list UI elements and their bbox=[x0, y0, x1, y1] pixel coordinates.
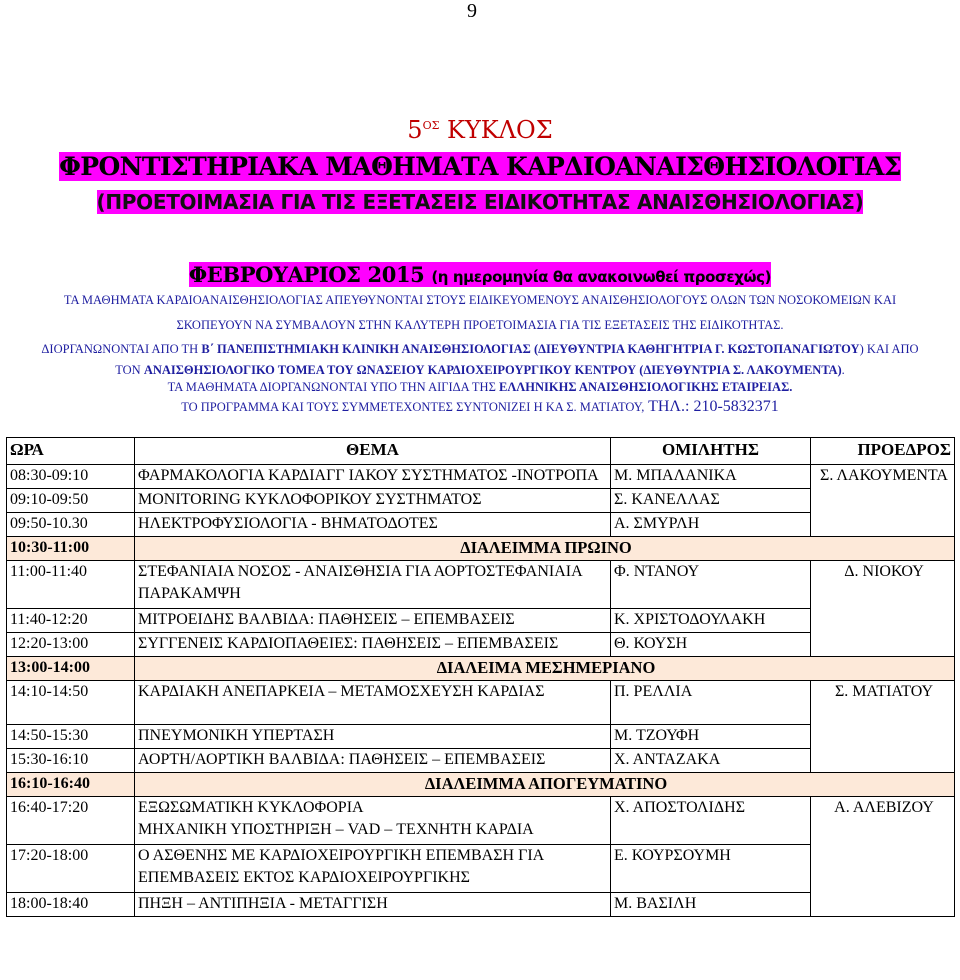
header-speaker: ΟΜΙΛΗΤΗΣ bbox=[611, 438, 811, 465]
main-title-text: ΦΡΟΝΤΙΣΤΗΡΙΑΚΑ ΜΑΘΗΜΑΤΑ ΚΑΡΔΙΟΑΝΑΙΣΘΗΣΙΟΛΟΓΙΑΣ bbox=[59, 152, 901, 181]
row-speaker: Μ. ΜΠΑΛΑΝΙΚΑ bbox=[611, 465, 811, 489]
chair-cell: Α. ΑΛΕΒΙΖΟΥ bbox=[811, 797, 955, 917]
info-line-5b: ΕΛΛΗΝΙΚΗΣ ΑΝΑΙΣΘΗΣΙΟΛΟΓΙΚΗΣ ΕΤΑΙΡΕΙΑΣ. bbox=[499, 380, 793, 394]
date-highlight bbox=[189, 262, 771, 287]
header-time: ΩΡΑ bbox=[7, 438, 135, 465]
header-topic: ΘΕΜΑ bbox=[135, 438, 611, 465]
chair-cell: Δ. ΝΙΟΚΟΥ bbox=[811, 561, 955, 657]
info-line-3 bbox=[0, 342, 960, 357]
break-time: 13:00-14:00 bbox=[7, 657, 135, 681]
row-topic: ΚΑΡΔΙΑΚΗ ΑΝΕΠΑΡΚΕΙΑ – ΜΕΤΑΜΟΣΧΕΥΣΗ ΚΑΡΔΙΑΣ bbox=[135, 681, 611, 725]
cycle-ordinal: ΟΣ bbox=[422, 119, 440, 132]
info-line-2: ΣΚΟΠΕΥΟΥΝ ΝΑ ΣΥΜΒΑΛΟΥΝ ΣΤΗΝ ΚΑΛΥΤΕΡΗ ΠΡΟΕΤΟΙΜΑΣΙΑ ΓΙΑ ΤΙΣ ΕΞΕΤΑΣΕΙΣ ΤΗΣ ΕΙΔΙΚΟΤΗΤΑΣ. bbox=[176, 318, 784, 332]
info-line-4b: ΑΝΑΙΣΘΗΣΙΟΛΟΓΙΚΟ ΤΟΜΕΑ ΤΟΥ ΩΝΑΣΕΙΟΥ ΚΑΡΔΙΟΧΕΙΡΟΥΡΓΙΚΟΥ ΚΕΝΤΡΟΥ (ΔΙΕΥΘΥΝΤΡΙΑ Σ. ΛΑΚΟΥΜΕΝΤΑ) bbox=[143, 363, 842, 377]
row-time: 11:00-11:40 bbox=[7, 561, 135, 609]
row-topic: ΠΝΕΥΜΟΝΙΚΗ ΥΠΕΡΤΑΣΗ bbox=[135, 725, 611, 749]
row-topic: MONITORING ΚΥΚΛΟΦΟΡΙΚΟΥ ΣΥΣΤΗΜΑΤΟΣ bbox=[135, 489, 611, 513]
row-speaker: Α. ΣΜΥΡΛΗ bbox=[611, 513, 811, 537]
row-speaker: Χ. ΑΝΤΑΖΑΚΑ bbox=[611, 749, 811, 773]
break-time: 16:10-16:40 bbox=[7, 773, 135, 797]
row-time: 17:20-18:00 bbox=[7, 845, 135, 893]
info-line-3c: ) ΚΑΙ ΑΠΟ bbox=[859, 342, 919, 356]
row-topic: ΜΙΤΡΟΕΙΔΗΣ ΒΑΛΒΙΔΑ: ΠΑΘΗΣΕΙΣ – ΕΠΕΜΒΑΣΕΙΣ bbox=[135, 609, 611, 633]
row-time: 08:30-09:10 bbox=[7, 465, 135, 489]
row-topic: ΗΛΕΚΤΡΟΦΥΣΙΟΛΟΓΙΑ - ΒΗΜΑΤΟΔΟΤΕΣ bbox=[135, 513, 611, 537]
row-topic-line-2: ΜΗΧΑΝΙΚΗ ΥΠΟΣΤΗΡΙΞΗ – VAD – ΤΕΧΝΗΤΗ ΚΑΡΔΙΑ bbox=[138, 821, 534, 838]
date-note: (η ημερομηνία θα ανακοινωθεί προσεχώς) bbox=[431, 268, 772, 286]
break-row bbox=[7, 537, 955, 561]
info-line-3b: Β΄ ΠΑΝΕΠΙΣΤΗΜΙΑΚΗ ΚΛΙΝΙΚΗ ΑΝΑΙΣΘΗΣΙΟΛΟΓΙΑΣ (ΔΙΕΥΘΥΝΤΡΙΑ ΚΑΘΗΓΗΤΡΙΑ Γ. ΚΩΣΤΟΠΑΝΑΓΙΩΤΟΥ bbox=[201, 342, 860, 356]
row-time: 09:50-10.30 bbox=[7, 513, 135, 537]
row-time: 16:40-17:20 bbox=[7, 797, 135, 845]
row-speaker: Ε. ΚΟΥΡΣΟΥΜΗ bbox=[611, 845, 811, 893]
row-topic: ΣΥΓΓΕΝΕΙΣ ΚΑΡΔΙΟΠΑΘΕΙΕΣ: ΠΑΘΗΣΕΙΣ – ΕΠΕΜΒΑΣΕΙΣ bbox=[135, 633, 611, 657]
break-label: ΔΙΑΛΕΙΜΑ ΜΕΣΗΜΕΡΙΑΝΟ bbox=[135, 657, 955, 681]
info-line-6 bbox=[0, 398, 960, 416]
break-row bbox=[7, 773, 955, 797]
row-topic: ΑΟΡΤΗ/ΑΟΡΤΙΚΗ ΒΑΛΒΙΔΑ: ΠΑΘΗΣΕΙΣ – ΕΠΕΜΒΑΣΕΙΣ bbox=[135, 749, 611, 773]
subtitle-text: (ΠΡΟΕΤΟΙΜΑΣΙΑ ΓΙΑ ΤΙΣ ΕΞΕΤΑΣΕΙΣ ΕΙΔΙΚΟΤΗΤΑΣ ΑΝΑΙΣΘΗΣΙΟΛΟΓΙΑΣ) bbox=[96, 190, 864, 214]
row-speaker: Π. ΡΕΛΛΙΑ bbox=[611, 681, 811, 725]
info-line-3a: ΔΙΟΡΓΑΝΩΝΟΝΤΑΙ ΑΠΟ ΤΗ bbox=[41, 342, 202, 356]
break-time: 10:30-11:00 bbox=[7, 537, 135, 561]
break-row bbox=[7, 657, 955, 681]
info-line-1: ΤΑ ΜΑΘΗΜΑΤΑ ΚΑΡΔΙΟΑΝΑΙΣΘΗΣΙΟΛΟΓΙΑΣ ΑΠΕΥΘΥΝΟΝΤΑΙ ΣΤΟΥΣ ΕΙΔΙΚΕΥΟΜΕΝΟΥΣ ΑΝΑΙΣΘΗΣΙΟΛΟΓΟΥΣ ΟΛΩΝ ΤΩΝ ΝΟΣΟΚΟΜΕΙΩΝ ΚΑΙ bbox=[63, 293, 897, 307]
cycle-heading bbox=[0, 116, 960, 144]
page-number: 9 bbox=[467, 0, 477, 22]
row-speaker: Μ. ΤΖΟΥΦΗ bbox=[611, 725, 811, 749]
cycle-word: ΚΥΚΛΟΣ bbox=[447, 116, 553, 144]
info-line-5a: ΤΑ ΜΑΘΗΜΑΤΑ ΔΙΟΡΓΑΝΩΝΟΝΤΑΙ ΥΠΟ ΤΗΝ ΑΙΓΙΔΑ ΤΗΣ bbox=[167, 380, 499, 394]
row-speaker: Μ. ΒΑΣΙΛΗ bbox=[611, 893, 811, 917]
row-speaker: Σ. ΚΑΝΕΛΛΑΣ bbox=[611, 489, 811, 513]
row-time: 14:10-14:50 bbox=[7, 681, 135, 725]
table-row bbox=[7, 797, 955, 845]
row-time: 14:50-15:30 bbox=[7, 725, 135, 749]
row-speaker: Φ. ΝΤΑΝΟΥ bbox=[611, 561, 811, 609]
chair-cell: Σ. ΛΑΚΟΥΜΕΝΤΑ bbox=[811, 465, 955, 537]
row-speaker: Χ. ΑΠΟΣΤΟΛΙΔΗΣ bbox=[611, 797, 811, 845]
info-line-6a: ΤΟ ΠΡΟΓΡΑΜΜΑ ΚΑΙ ΤΟΥΣ ΣΥΜΜΕΤΕΧΟΝΤΕΣ ΣΥΝΤΟΝΙΖΕΙ Η ΚΑ Σ. ΜΑΤΙΑΤΟΥ, bbox=[181, 400, 645, 414]
row-topic: ΦΑΡΜΑΚΟΛΟΓΙΑ ΚΑΡΔΙΑΓΓ ΙΑΚΟΥ ΣΥΣΤΗΜΑΤΟΣ -ΙΝΟΤΡΟΠΑ bbox=[135, 465, 611, 489]
row-topic: ΣΤΕΦΑΝΙΑΙΑ ΝΟΣΟΣ - ΑΝΑΙΣΘΗΣΙΑ ΓΙΑ ΑΟΡΤΟΣΤΕΦΑΝΙΑΙΑ ΠΑΡΑΚΑΜΨΗ bbox=[135, 561, 611, 609]
break-label: ΔΙΑΛΕΙΜΜΑ ΠΡΩΙΝΟ bbox=[135, 537, 955, 561]
row-topic: Ο ΑΣΘΕΝΗΣ ΜΕ ΚΑΡΔΙΟΧΕΙΡΟΥΡΓΙΚΗ ΕΠΕΜΒΑΣΗ ΓΙΑ ΕΠΕΜΒΑΣΕΙΣ ΕΚΤΟΣ ΚΑΡΔΙΟΧΕΙΡΟΥΡΓΙΚΗΣ bbox=[135, 845, 611, 893]
info-line-4c: . bbox=[841, 363, 845, 377]
chair-cell: Σ. ΜΑΤΙΑΤΟΥ bbox=[811, 681, 955, 773]
table-row bbox=[7, 465, 955, 489]
row-topic: ΠΗΞΗ – ΑΝΤΙΠΗΞΙΑ - ΜΕΤΑΓΓΙΣΗ bbox=[135, 893, 611, 917]
row-time: 18:00-18:40 bbox=[7, 893, 135, 917]
header-chair: ΠΡΟΕΔΡΟΣ bbox=[811, 438, 955, 465]
cycle-number: 5 bbox=[407, 116, 423, 144]
row-speaker: Θ. ΚΟΥΣΗ bbox=[611, 633, 811, 657]
row-time: 12:20-13:00 bbox=[7, 633, 135, 657]
row-time: 11:40-12:20 bbox=[7, 609, 135, 633]
phone-number: ΤΗΛ.: 210-5832371 bbox=[644, 398, 779, 415]
table-row bbox=[7, 681, 955, 725]
row-speaker: Κ. ΧΡΙΣΤΟΔΟΥΛΑΚΗ bbox=[611, 609, 811, 633]
row-time: 09:10-09:50 bbox=[7, 489, 135, 513]
row-topic bbox=[135, 797, 611, 845]
table-row bbox=[7, 561, 955, 609]
row-time: 15:30-16:10 bbox=[7, 749, 135, 773]
main-title bbox=[0, 152, 960, 181]
subtitle bbox=[0, 190, 960, 214]
date-text: ΦΕΒΡΟΥΑΡΙΟΣ 2015 bbox=[188, 262, 425, 287]
table-header-row bbox=[7, 438, 955, 465]
date-line bbox=[0, 262, 960, 287]
schedule-table bbox=[6, 437, 955, 917]
row-topic-line-1: ΕΞΩΣΩΜΑΤΙΚΗ ΚΥΚΛΟΦΟΡΙΑ bbox=[138, 799, 364, 816]
break-label: ΔΙΑΛΕΙΜΜΑ ΑΠΟΓΕΥΜΑΤΙΝΟ bbox=[135, 773, 955, 797]
info-line-4a: ΤΟΝ bbox=[115, 363, 144, 377]
info-line-4 bbox=[0, 363, 960, 378]
info-line-5 bbox=[0, 380, 960, 395]
